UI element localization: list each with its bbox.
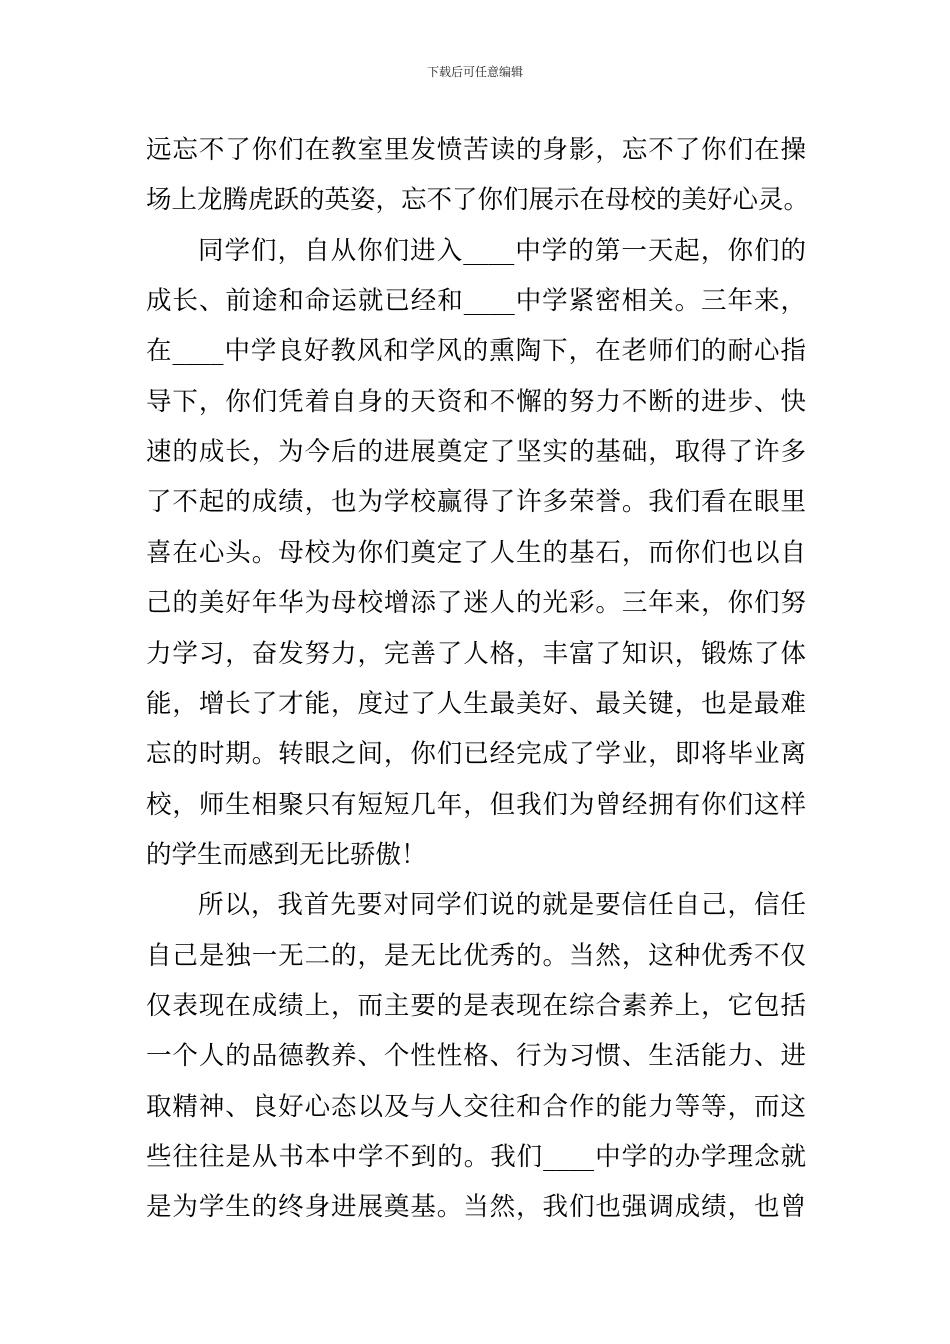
text-line: 喜在心头。母校为你们奠定了人生的基石，而你们也以自 [146,538,806,568]
text-line: 能，增长了才能，度过了人生最美好、最关键，也是最难 [146,689,806,719]
text-line: 速的成长，为今后的进展奠定了坚实的基础，取得了许多 [146,437,806,467]
text-line: 些往往是从书本中学不到的。我们____中学的办学理念就 [146,1142,806,1172]
text-line: 校，师生相聚只有短短几年，但我们为曾经拥有你们这样 [146,790,806,820]
text-line: 取精神、良好心态以及与人交往和合作的能力等等，而这 [146,1092,806,1122]
text-line: 远忘不了你们在教室里发愤苦读的身影，忘不了你们在操 [146,135,806,165]
text-line: 同学们，自从你们进入____中学的第一天起，你们的 [198,236,806,266]
text-line: 力学习，奋发努力，完善了人格，丰富了知识，锻炼了体 [146,639,806,669]
text-line: 仅表现在成绩上，而主要的是表现在综合素养上，它包括 [146,991,806,1021]
text-line: 的学生而感到无比骄傲！ [146,840,427,870]
text-line: 成长、前途和命运就已经和____中学紧密相关。三年来， [146,286,806,316]
text-line: 所以，我首先要对同学们说的就是要信任自己，信任 [198,890,806,920]
text-line: 是为学生的终身进展奠基。当然，我们也强调成绩，也曾 [146,1192,806,1222]
text-line: 导下，你们凭着自身的天资和不懈的努力不断的进步、快 [146,387,806,417]
page-header: 下载后可任意编辑 [426,65,523,79]
text-line: 一个人的品德教养、个性性格、行为习惯、生活能力、进 [146,1041,806,1071]
text-line: 了不起的成绩，也为学校赢得了许多荣誉。我们看在眼里 [146,487,806,517]
text-line: 己的美好年华为母校增添了迷人的光彩。三年来，你们努 [146,588,806,618]
text-line: 在____中学良好教风和学风的熏陶下，在老师们的耐心指 [146,336,806,366]
text-line: 自己是独一无二的，是无比优秀的。当然，这种优秀不仅 [146,941,806,971]
text-line: 场上龙腾虎跃的英姿，忘不了你们展示在母校的美好心灵。 [146,185,810,215]
text-line: 忘的时期。转眼之间，你们已经完成了学业，即将毕业离 [146,739,806,769]
